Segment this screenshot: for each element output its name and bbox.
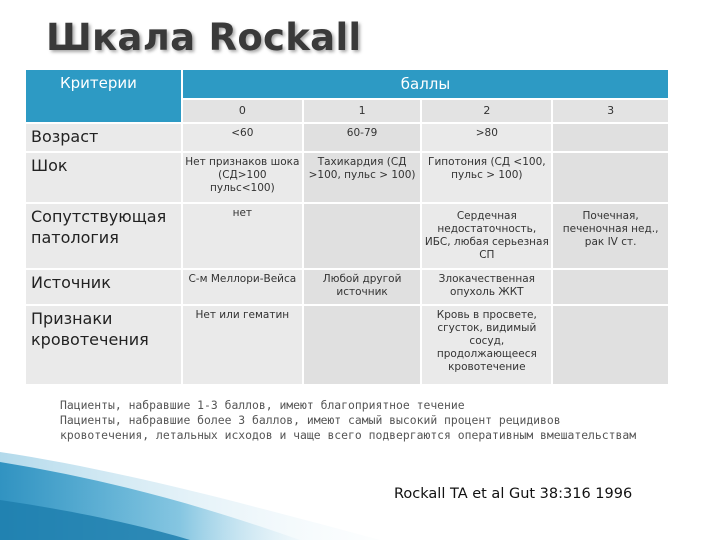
- cell-comorbidity-1: [304, 204, 421, 267]
- row-label-bleeding: Признаки кровотечения: [26, 306, 181, 384]
- cell-shock-3: [553, 153, 668, 203]
- table-row-comorbidity: [26, 204, 668, 267]
- cell-source-2: Злокачественная опухоль ЖКТ: [422, 270, 551, 305]
- cell-comorbidity-3: Почечная, печеночная нед., рак IV ст.: [553, 204, 668, 267]
- cell-comorbidity-0: нет: [183, 204, 302, 267]
- points-header: баллы: [183, 70, 668, 98]
- table-row-age: [26, 124, 668, 151]
- cell-shock-0: Нет признаков шока (СД>100 пульс<100): [183, 153, 302, 203]
- cell-age-0: <60: [183, 124, 302, 151]
- note-line-2: Пациенты, набравшие более 3 баллов, имеют самый высокий процент рецидивов: [60, 413, 561, 427]
- criteria-header: Критерии: [26, 70, 181, 122]
- row-label-age: Возраст: [26, 124, 181, 151]
- score-col-3: 3: [553, 100, 668, 122]
- cell-source-3: [553, 270, 668, 305]
- notes: [60, 398, 636, 443]
- row-label-source: Источник: [26, 270, 181, 305]
- cell-shock-2: Гипотония (СД <100, пульс > 100): [422, 153, 551, 203]
- slide-title: Шкала Rockall: [46, 16, 362, 59]
- cell-bleeding-3: [553, 306, 668, 384]
- cell-comorbidity-2: Сердечная недостаточность, ИБС, любая серьезная СП: [422, 204, 551, 267]
- cell-source-0: С-м Меллори-Вейса: [183, 270, 302, 305]
- table-row-shock: [26, 153, 668, 203]
- cell-age-1: 60-79: [304, 124, 421, 151]
- row-label-shock: Шок: [26, 153, 181, 203]
- rockall-table: [24, 68, 670, 386]
- cell-shock-1: Тахикардия (СД >100, пульс > 100): [304, 153, 421, 203]
- cell-bleeding-2: Кровь в просвете, сгусток, видимый сосуд, продолжающееся кровотечение: [422, 306, 551, 384]
- score-col-0: 0: [183, 100, 302, 122]
- cell-bleeding-1: [304, 306, 421, 384]
- note-line-1: Пациенты, набравшие 1-3 баллов, имеют благоприятное течение: [60, 398, 465, 412]
- reference-citation: Rockall TA et al Gut 38:316 1996: [394, 486, 633, 502]
- cell-age-3: [553, 124, 668, 151]
- cell-bleeding-0: Нет или гематин: [183, 306, 302, 384]
- note-line-3: кровотечения, летальных исходов и чаще всего подвергаются оперативным вмешательствам: [60, 428, 637, 442]
- cell-age-2: >80: [422, 124, 551, 151]
- table-row-bleeding: [26, 306, 668, 384]
- row-label-comorbidity: Сопутствующая патология: [26, 204, 181, 267]
- score-col-2: 2: [422, 100, 551, 122]
- cell-source-1: Любой другой источник: [304, 270, 421, 305]
- score-col-1: 1: [304, 100, 421, 122]
- table-row-source: [26, 270, 668, 305]
